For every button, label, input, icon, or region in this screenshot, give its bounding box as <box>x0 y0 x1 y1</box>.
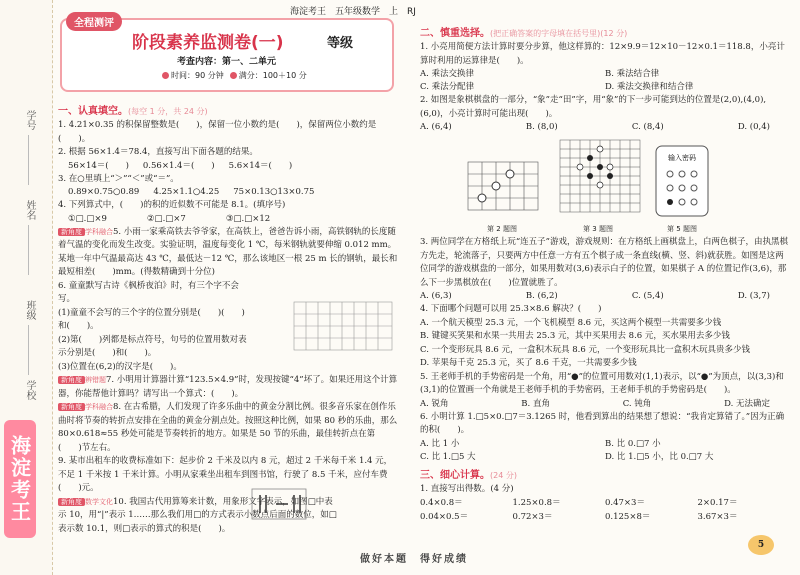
calc-item: 2×0.17＝ <box>697 498 738 508</box>
question-r1-options: C. 乘法分配律 D. 乘法交换律和结合律 <box>420 82 694 92</box>
question-r6-options: A. 比 1 小 B. 比 0.□7 小 <box>420 438 661 449</box>
question-r4-option: B. 键键买笑果和水果一共用去 25.3 元，其中买果用去 8.6 元，买水果用去多少钱 <box>420 331 730 341</box>
page-footer: 做好本题 得好成绩 <box>360 554 468 565</box>
score-info: 满分：100＋10 分 <box>230 70 307 81</box>
question-7: 新角度 辨错题7. 小明用计算器计算“123.5×4.9”时，发现按键“4”坏了。如果还用这个计算器，你能帮他计算吗？请写出一个算式：( )。 <box>58 375 398 399</box>
calc-item: 3.67×3＝ <box>697 512 738 522</box>
question-r4: 4. 下面哪个问题可以用 25.3×8.6 解决？( ) <box>420 304 602 314</box>
poem-grid-figure <box>286 300 396 360</box>
binding-label-id: 学号 <box>24 110 35 130</box>
q3-item: 75×0.13○13×0.75 <box>233 187 315 197</box>
phone-figure <box>652 144 712 234</box>
exam-info <box>162 70 307 81</box>
right-column <box>420 22 790 524</box>
question-r1: 1. 小亮用简便方法计算时要分步算，他这样算的：12×9.9＝12×10－12×0.1＝118.8，小亮计算时利用的运算律是( )。 <box>420 42 785 66</box>
figure-caption: 第 5 题图 <box>667 225 697 233</box>
question-5: 新角度 学科融合5. 小雨一家乘高铁去爷爷家，在高铁上，爸爸告诉小雨，高铁钢轨的长度随着气温的变化而发生改变。实验证明，温度每变化 1 ℃，每米钢轨就要伸缩 0.012 mm。某地一年中气温最高达 43 ℃，最低达－12 ℃，那么该地区一根 25 m 长的钢轨，最长和最短相差( )mm。(得数精确到十分位) <box>58 226 398 277</box>
q3-item: 4.25×1.1○4.25 <box>153 187 220 197</box>
book-meta: 海淀考王 五年级数学 上 RJ <box>290 7 416 17</box>
page-title: 阶段素养监测卷(一) <box>132 33 284 53</box>
binding-margin <box>0 0 53 575</box>
gomoku-figure <box>552 136 644 234</box>
question-r2-options: A. (6,4) B. (8,0) C. (8,4) D. (0,4) <box>420 122 770 132</box>
calc-item: 0.72×3＝ <box>512 512 553 522</box>
question-6: 6. 童童默写古诗《枫桥夜泊》时，有三个字不会写。 <box>58 280 239 304</box>
question-r3-options: A. (6,3) B. (6,2) C. (5,4) D. (3,7) <box>420 291 770 301</box>
category-tag: 辨错题 <box>85 376 106 384</box>
chess-figure <box>460 158 544 234</box>
section-heading: 三、细心计算。(24 分) <box>420 469 517 481</box>
figure-row <box>460 136 790 234</box>
question-10: 新角度 数学文化10. 我国古代用算筹来计数，用象形文字表示，如图□中表示 10，用“|”表示 1……那么我们用□的方式表示小数点后面的数位，如□表示数 10.1，则□表示的算式的积是( )。 <box>58 496 337 534</box>
figure-caption: 第 3 题图 <box>583 225 613 233</box>
q2-item: 0.56×1.4＝( ) <box>142 160 215 171</box>
question-2-items <box>68 160 398 173</box>
category-tag: 数学文化 <box>85 497 113 506</box>
question-r6-options: C. 比 1.□5 大 D. 比 1.□5 小，比 0.□7 大 <box>420 451 714 462</box>
question-r4-option: D. 苹果每千克 25.3 元，买了 8.6 千克，一共需要多少钱 <box>420 358 637 368</box>
new-angle-tag: 新角度 <box>58 498 85 506</box>
page-number: 5 <box>748 535 774 555</box>
question-6a: (1)童童不会写的三个字的位置分别是( )( )和( )。 <box>58 307 245 331</box>
question-3-items <box>68 186 398 199</box>
calc-item: 1.25×0.8＝ <box>512 498 561 508</box>
phone-screen-title: 输入密码 <box>668 154 696 162</box>
question-1: 1. 4.21×0.35 的积保留整数是( )，保留一位小数约是( )，保留两位小数约是( )。 <box>58 120 377 144</box>
question-8: 新角度 学科融合8. 在古希腊，人们发现了许多乐曲中的黄金分割比例。很多音乐家在创作乐曲时将节奏的转折点安排在全曲的黄金分割点处。按照这种比例，如果 80 秒的乐曲，那么 80×0.618≈55 秒处可能是节奏转折的地方。如果是 50 节的乐曲，最佳转折点在第( )节左右。 <box>58 402 398 453</box>
calc-item: 0.125×8＝ <box>605 512 651 522</box>
question-r4-option: A. 一个航天模型 25.3 元，一个飞机模型 8.6 元，买这两个模型一共需要多少钱 <box>420 317 722 328</box>
star-icon <box>230 72 237 79</box>
question-4-items <box>68 213 398 226</box>
q4-item: ①□.□×9 <box>68 213 107 224</box>
q4-item: ②□.□×7 <box>146 213 186 224</box>
section-heading: 一、认真填空。(每空 1 分，共 24 分) <box>58 106 208 117</box>
clock-icon <box>162 72 169 79</box>
calc-instruction: 1. 直接写出得数。(4 分) <box>420 483 514 494</box>
title-banner <box>60 18 394 92</box>
exam-scope: 考查内容：第一、二单元 <box>177 57 277 67</box>
question-9: 9. 某市出租车的收费标准如下：起步价 2 千米及以内 8 元，超过 2 千米每千米 1.4 元，不足 1 千米按 1 千米计算。小明从家乘坐出租车到图书馆，行驶了 8.5 千米，应付车费( )元。 <box>58 456 393 493</box>
q4-item: ③□.□×12 <box>225 213 271 224</box>
calc-grid <box>420 496 790 524</box>
category-tag: 学科融合 <box>85 403 113 411</box>
question-r4-option: C. 一个变形玩具 8.6 元，一盒积木玩具 8.6 元，一个变形玩具比一盒积木玩具贵多少钱 <box>420 344 750 355</box>
question-6c: (3)位置在(6,2)的汉字是( )。 <box>58 361 182 372</box>
calc-item: 0.4×0.8＝ <box>420 498 463 508</box>
question-3: 3. 在○里填上“＞”“＜”或“＝”。 <box>58 173 179 184</box>
time-info: 时间：90 分钟 <box>162 70 224 81</box>
calc-item: 0.04×0.5＝ <box>420 512 469 522</box>
question-r3: 3. 两位同学在方格纸上玩“连五子”游戏，游戏规则：在方格纸上画棋盘上，白两色棋子，由执黑棋方先走，轮流落子，只要两方中任意一方有五个棋子成一条直线(横、竖、斜)就获胜。如图是这两位同学的游戏棋盘的一部分，如果用数对(3,6)表示白子的位置，如果棋子 A 的位置记作(3,6)，那么下一步黑棋放在( )位置就胜了。 <box>420 237 789 288</box>
brand-stamp: 海淀考王 <box>4 420 36 538</box>
question-6b: (2)第( )列都是标点符号，句号的位置用数对表示分别是( )和( )。 <box>58 334 247 358</box>
binding-label-class: 班级 <box>24 300 35 320</box>
binding-line <box>28 225 29 275</box>
new-angle-tag: 新角度 <box>58 228 85 236</box>
category-tag: 学科融合 <box>85 227 113 236</box>
exam-header <box>60 7 416 100</box>
question-r5-options: A. 锐角 B. 直角 C. 钝角 D. 无法确定 <box>420 398 770 409</box>
question-4: 4. 下列算式中，( )的积的近似数不可能是 8.1。(填序号) <box>58 200 286 210</box>
binding-label-school: 学校 <box>24 380 35 400</box>
section-heading: 二、慎重选择。(把正确答案的字母填在括号里)(12 分) <box>420 28 628 39</box>
figure-caption: 第 2 题图 <box>487 225 517 233</box>
binding-line <box>28 325 29 375</box>
binding-label-name: 姓名 <box>24 200 35 220</box>
question-2: 2. 根据 56×1.4＝78.4，直接写出下面各题的结果。 <box>58 147 258 157</box>
question-r2: 2. 如图是象棋棋盘的一部分，“象”走“田”字，用“象”的下一步可能到达的位置是(2,0),(4,0),(6,0)，小亮计算时可能出现( )。 <box>420 95 767 119</box>
new-angle-tag: 新角度 <box>58 403 85 411</box>
counting-rods-figure <box>250 485 310 525</box>
grade-label: 等级 <box>327 36 354 51</box>
question-r5: 5. 王老师手机的手势密码是一个角，用“●”的位置可用数对(1,1)表示，以“●”为顶点，以(3,3)和(3,1)的位置画一个角就是王老师手机的手势密码，王老师手机的手势密码是( )。 <box>420 371 784 395</box>
test-badge: 全程测评 <box>66 12 122 31</box>
new-angle-tag: 新角度 <box>58 376 85 384</box>
binding-line <box>28 135 29 185</box>
calc-item: 0.47×3＝ <box>605 498 645 508</box>
q3-item: 0.89×0.75○0.89 <box>68 187 140 197</box>
q2-item: 56×14＝( ) <box>68 160 129 171</box>
question-r6: 6. 小明计算 1.□5×0.□7＝3.1265 时，他看到算出的结果想了想说：“我肯定算错了。”因为正确的积( )。 <box>420 411 785 435</box>
question-r1-options: A. 乘法交换律 B. 乘法结合律 <box>420 69 660 79</box>
q2-item: 5.6×14＝( ) <box>228 160 293 171</box>
